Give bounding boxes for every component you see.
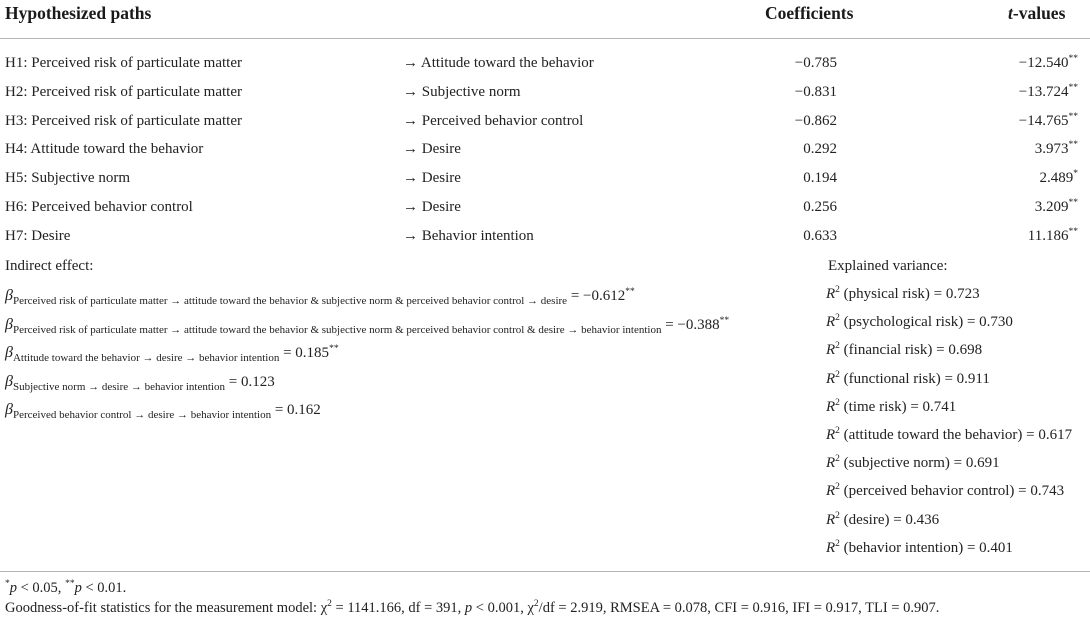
path-t-value	[958, 228, 1078, 245]
path-t-value	[958, 113, 1078, 130]
r-symbol: R	[826, 455, 836, 472]
path-coefficient: 0.633	[803, 227, 837, 244]
r-exponent: 2	[835, 510, 840, 521]
r-symbol: R	[826, 483, 836, 500]
r-symbol: R	[826, 398, 836, 415]
path-coefficient: −0.831	[794, 83, 837, 100]
p-symbol: p	[9, 580, 17, 596]
header-rule	[0, 38, 1090, 39]
r-exponent: 2	[835, 285, 840, 295]
variance-text: (subjective norm) = 0.691	[839, 455, 1000, 472]
explained-variance-item	[826, 314, 1013, 331]
footer-rule	[0, 571, 1090, 572]
path-coefficient: −0.785	[794, 55, 837, 71]
indirect-value: = −0.612	[567, 288, 626, 304]
path-target: → Perceived behavior control	[403, 112, 584, 129]
significance-stars: **	[625, 287, 635, 297]
goodness-of-fit-footnote	[5, 600, 939, 617]
significance-stars: **	[1068, 111, 1078, 122]
variance-text: (desire) = 0.436	[839, 511, 940, 528]
variance-text: (financial risk) = 0.698	[839, 342, 983, 359]
indirect-effect-item	[5, 316, 729, 336]
t-value: 2.489	[1039, 170, 1074, 187]
path-target: → Desire	[403, 199, 461, 215]
path-coefficient: 0.256	[803, 199, 837, 215]
significance-stars: **	[1068, 198, 1078, 208]
indirect-value: = 0.185	[279, 345, 330, 361]
path-t-value	[958, 199, 1078, 216]
significance-footnote	[5, 580, 126, 597]
variance-text: (perceived behavior control) = 0.743	[839, 483, 1065, 500]
t-value: 3.209	[1034, 199, 1069, 215]
path-coefficient: 0.292	[803, 141, 837, 158]
r-symbol: R	[826, 370, 836, 387]
beta-symbol: β	[5, 287, 13, 304]
r-symbol: R	[826, 286, 836, 302]
indirect-effect-item	[5, 401, 321, 421]
r-exponent: 2	[835, 426, 840, 436]
significance-stars: **	[1068, 140, 1078, 151]
fit-chi-exponent-2: 2	[533, 599, 539, 610]
path-target: → Desire	[403, 170, 461, 187]
header-coefficients: Coefficients	[765, 3, 854, 23]
path-label: H6: Perceived behavior control	[5, 199, 193, 215]
t-value: −12.540	[1018, 55, 1069, 71]
path-target: → Behavior intention	[403, 227, 534, 244]
sig-star-double: **	[65, 579, 75, 590]
indirect-path: Attitude toward the behavior → desire → behavior intention	[12, 352, 280, 364]
r-symbol: R	[826, 314, 836, 331]
path-coefficient: −0.862	[794, 112, 837, 129]
path-t-value	[958, 55, 1078, 72]
explained-variance-item	[826, 540, 1013, 557]
t-value: −13.724	[1018, 83, 1069, 100]
variance-text: (physical risk) = 0.723	[839, 286, 980, 302]
p-symbol: p	[74, 580, 82, 596]
path-row	[0, 199, 1090, 227]
r-symbol: R	[826, 342, 836, 359]
indirect-value: = 0.162	[271, 402, 321, 418]
beta-symbol: β	[5, 344, 13, 361]
path-row	[0, 228, 1090, 256]
fit-chi-value: = 1141.166, df = 391,	[331, 600, 465, 616]
explained-variance-item	[826, 483, 1064, 500]
variance-text: (functional risk) = 0.911	[839, 370, 990, 387]
variance-text: (attitude toward the behavior) = 0.617	[839, 427, 1073, 443]
explained-variance-item	[826, 455, 1000, 472]
path-label: H7: Desire	[5, 227, 71, 244]
indirect-value: = 0.123	[224, 373, 275, 390]
header-t-italic: t	[1008, 3, 1013, 23]
fit-p-value: < 0.001, χ	[472, 600, 534, 616]
beta-symbol: β	[5, 315, 13, 333]
explained-variance-item	[826, 399, 956, 416]
path-t-value	[958, 170, 1078, 187]
sig-star-single: *	[5, 579, 10, 590]
indirect-path: Subjective norm → desire → behavior intention	[12, 380, 225, 393]
path-target: → Attitude toward the behavior	[403, 55, 594, 71]
explained-variance-item	[826, 371, 990, 388]
table-header	[0, 0, 1090, 36]
indirect-value: = −0.388	[661, 316, 720, 333]
r-exponent: 2	[835, 369, 840, 380]
sig-threshold-2: < 0.01.	[81, 580, 127, 596]
path-label: H5: Subjective norm	[5, 170, 130, 187]
significance-stars: **	[1068, 54, 1078, 64]
path-row	[0, 113, 1090, 141]
indirect-effect-item	[5, 287, 635, 307]
path-row	[0, 141, 1090, 169]
r-symbol: R	[826, 427, 836, 443]
path-t-value	[958, 141, 1078, 158]
significance-stars: **	[329, 344, 339, 354]
t-value: 11.186	[1027, 227, 1069, 244]
header-t-values	[1008, 3, 1065, 24]
path-coefficient: 0.194	[803, 170, 837, 187]
path-label: H2: Perceived risk of particulate matter	[5, 83, 242, 100]
indirect-effect-item	[5, 373, 275, 393]
variance-text: (psychological risk) = 0.730	[839, 314, 1013, 331]
significance-stars: **	[719, 315, 730, 326]
fit-indices: /df = 2.919, RMSEA = 0.078, CFI = 0.916, IFI = 0.917, TLI = 0.907.	[538, 600, 940, 616]
variance-text: (behavior intention) = 0.401	[839, 539, 1013, 556]
significance-stars: **	[1068, 82, 1078, 93]
r-symbol: R	[826, 511, 836, 528]
t-value: 3.973	[1034, 141, 1069, 158]
fit-chi-exponent: 2	[327, 599, 332, 610]
beta-symbol: β	[5, 372, 13, 390]
explained-variance-label: Explained variance:	[828, 258, 948, 274]
indirect-path: Perceived risk of particulate matter → attitude toward the behavior & subjective norm & perceived behavior control & desire → behavior intention	[12, 323, 662, 336]
indirect-path: Perceived behavior control → desire → behavior intention	[12, 409, 272, 421]
path-row	[0, 55, 1090, 83]
path-t-value	[958, 84, 1078, 101]
indirect-effect-label: Indirect effect:	[5, 258, 94, 274]
explained-variance-item	[826, 427, 1072, 444]
variance-text: (time risk) = 0.741	[839, 398, 957, 415]
beta-symbol: β	[5, 401, 13, 418]
path-label: H3: Perceived risk of particulate matter	[5, 112, 242, 129]
r-exponent: 2	[835, 538, 840, 549]
significance-stars: **	[1068, 226, 1078, 237]
path-target: → Desire	[403, 141, 461, 158]
t-value: −14.765	[1018, 112, 1069, 129]
r-exponent: 2	[835, 341, 840, 352]
indirect-effect-item	[5, 344, 339, 364]
r-exponent: 2	[835, 454, 840, 465]
explained-variance-item	[826, 512, 939, 529]
path-label: H4: Attitude toward the behavior	[5, 141, 204, 158]
path-row	[0, 170, 1090, 198]
explained-variance-item	[826, 286, 980, 303]
significance-stars: *	[1073, 169, 1078, 180]
r-exponent: 2	[835, 397, 840, 408]
path-label: H1: Perceived risk of particulate matter	[5, 55, 242, 71]
r-symbol: R	[826, 539, 836, 556]
header-t-suffix: -values	[1012, 3, 1066, 23]
path-target: → Subjective norm	[403, 83, 521, 100]
explained-variance-item	[826, 342, 982, 359]
sig-threshold-1: < 0.05,	[17, 580, 66, 596]
header-hypothesized-paths: Hypothesized paths	[5, 3, 152, 23]
p-symbol: p	[464, 600, 473, 616]
indirect-path: Perceived risk of particulate matter → attitude toward the behavior & subjective norm & perceived behavior control → desire	[12, 295, 568, 307]
r-exponent: 2	[835, 482, 840, 493]
r-exponent: 2	[835, 313, 840, 324]
fit-prefix: Goodness-of-fit statistics for the measurement model: χ	[5, 600, 328, 616]
path-row	[0, 84, 1090, 112]
